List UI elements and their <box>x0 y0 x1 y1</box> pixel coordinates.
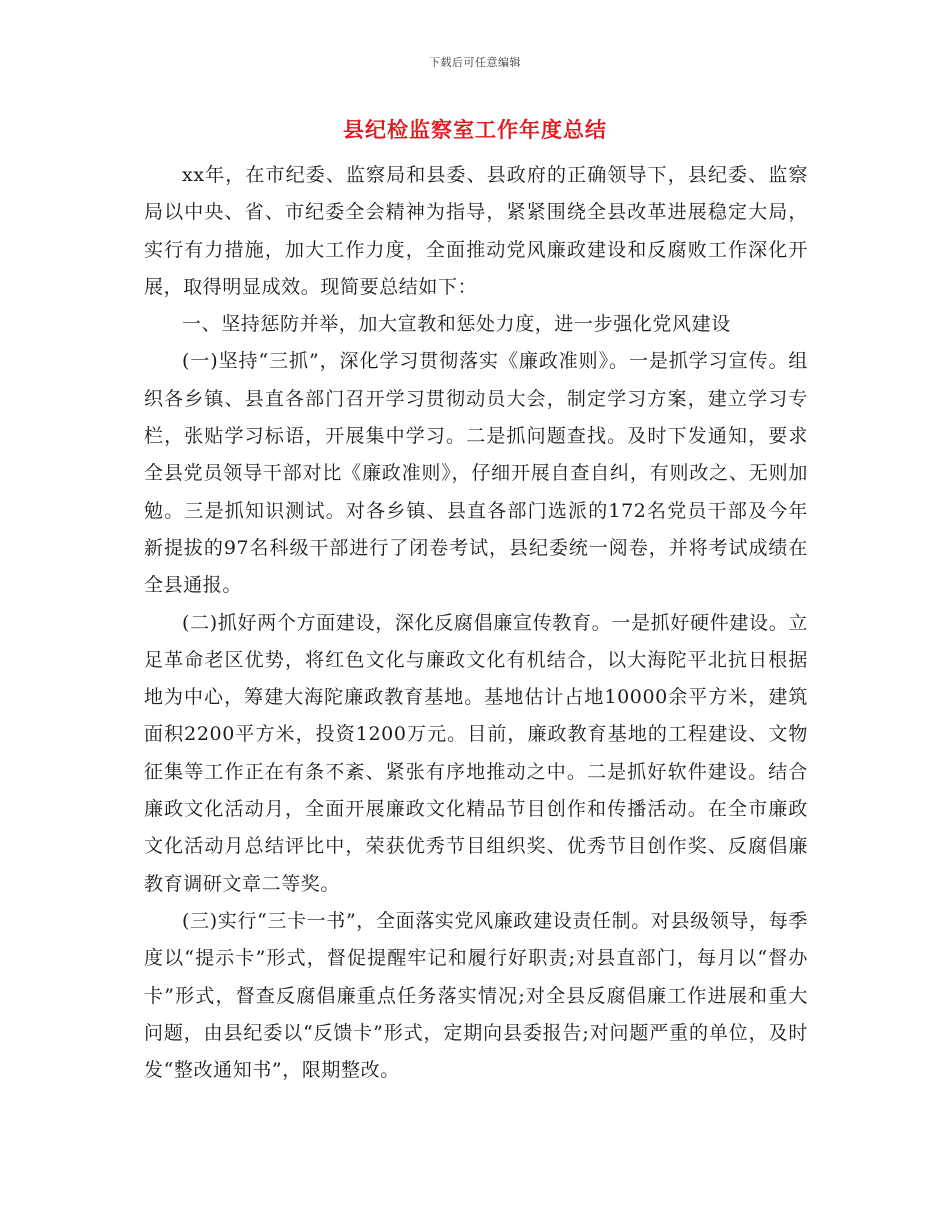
paragraph-intro: xx年，在市纪委、监察局和县委、县政府的正确领导下，县纪委、监察局以中央、省、市纪委全会精神为指导，紧紧围绕全县改革进展稳定大局，实行有力措施，加大工作力度，全面推动党风廉政建设和反腐败工作深化开展，取得明显成效。现简要总结如下： <box>144 164 808 298</box>
paragraph-section-1-2: (二)抓好两个方面建设，深化反腐倡廉宣传教育。一是抓好硬件建设。立足革命老区优势，将红色文化与廉政文化有机结合，以大海陀平北抗日根据地为中心，筹建大海陀廉政教育基地。基地估计占地10000余平方米，建筑面积2200平方米，投资1200万元。目前，廉政教育基地的工程建设、文物征集等工作正在有条不紊、紧张有序地推动之中。二是抓好软件建设。结合廉政文化活动月，全面开展廉政文化精品节目创作和传播活动。在全市廉政文化活动月总结评比中，荣获优秀节目组织奖、优秀节目创作奖、反腐倡廉教育调研文章二等奖。 <box>144 611 808 895</box>
page-header-note: 下载后可任意编辑 <box>429 56 521 69</box>
paragraph-section-1-3: (三)实行“三卡一书”，全面落实党风廉政建设责任制。对县级领导，每季度以“提示卡”形式，督促提醒牢记和履行好职责;对县直部门，每月以“督办卡”形式，督查反腐倡廉重点任务落实情况;对全县反腐倡廉工作进展和重大问题，由县纪委以“反馈卡”形式，定期向县委报告;对问题严重的单位，及时发“整改通知书”，限期整改。 <box>144 909 808 1082</box>
paragraph-section-1-1: (一)坚持“三抓”，深化学习贯彻落实《廉政准则》。一是抓学习宣传。组织各乡镇、县直各部门召开学习贯彻动员大会，制定学习方案，建立学习专栏，张贴学习标语，开展集中学习。二是抓问题查找。及时下发通知，要求全县党员领导干部对比《廉政准则》，仔细开展自查自纠，有则改之、无则加勉。三是抓知识测试。对各乡镇、县直各部门选派的172名党员干部及今年新提拔的97名科级干部进行了闭卷考试，县纪委统一阅卷，并将考试成绩在全县通报。 <box>144 350 808 597</box>
document-body <box>144 157 808 1089</box>
document-title: 县纪检监察室工作年度总结 <box>343 117 607 142</box>
section-heading-1: 一、坚持惩防并举，加大宣教和惩处力度，进一步强化党风建设 <box>182 313 731 336</box>
